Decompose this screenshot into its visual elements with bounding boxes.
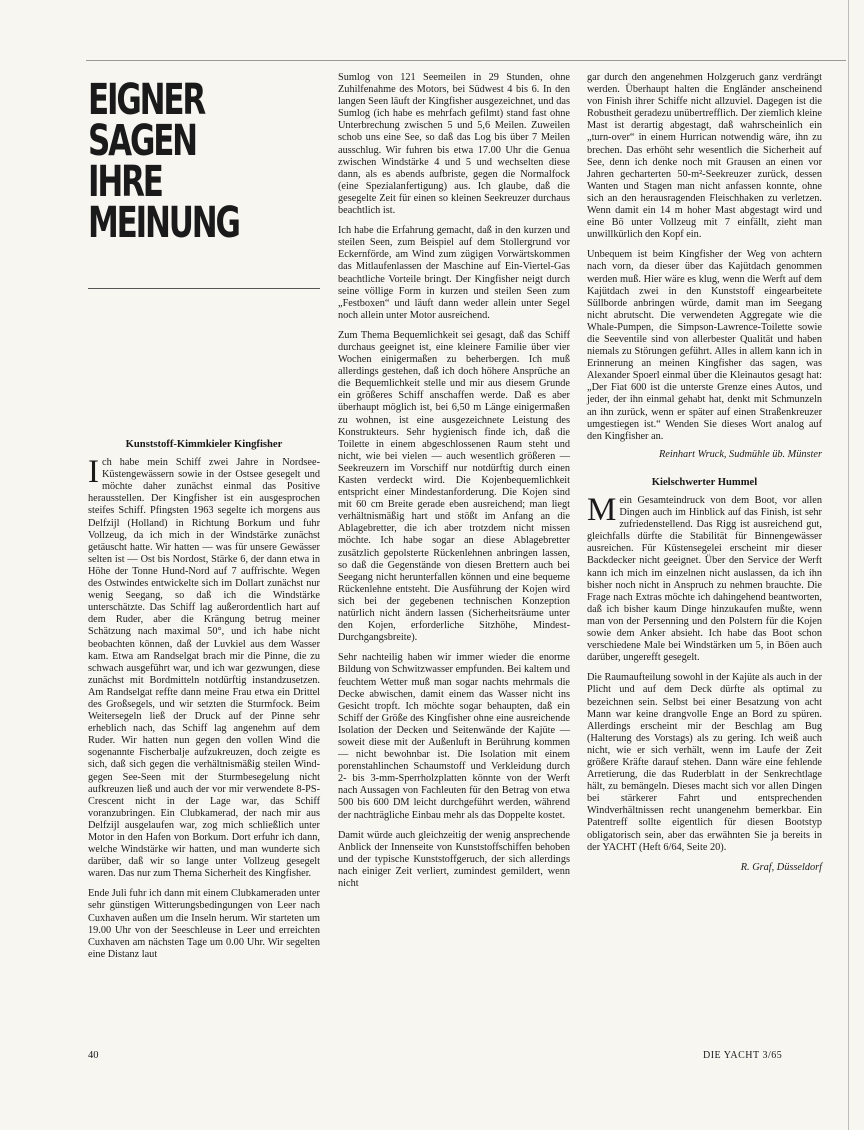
article-1-lead xyxy=(88,454,320,880)
top-rule xyxy=(86,60,846,61)
headline-line-3: IHRE xyxy=(88,157,162,207)
article-1-paragraph: Ich habe mein Schiff zwei Jahre in Nordsee-Küstengewässern sowie in der Ostsee gesegelt und möchte daher zunächst einmal das Positive herausstellen. Der Kingfisher ist ein ausgesprochen steifes Schiff. Pfingsten 1963 segelte ich morgens aus Delfzijl (Holland) in Richtung Borkum und fuhr Vollzeug, da ich mich in der Windstärke zunächst getäuscht hatte. Wir hatten — was für unsere Gewässer selten ist — Ost bis Nordost, Stärke 6, der dann etwa in Höhe der Tonne Hund-Nord auf 7 auffrischte. Wegen des Ostwindes entwickelte sich im Dollart zunächst nur wenig Seegang, so daß ich die Windstärke unterschätzte. Das Schiff lag außerordentlich hart auf dem Ruder, aber die Krängung betrug meiner Schätzung nach maximal 50°, und ich habe nicht beobachten können, daß der Luvkiel aus dem Wasser kam. Etwa am Randselgat brach mir die Pinne, die zu schwach ausgeführt war, und ich war gezwungen, diese zunächst mit Bordmitteln notdürftig instandzusetzen. Am Randselgat reffte dann meine Frau etwa ein Drittel des Großsegels, und wir setzten die Sturmfock. Beim Weitersegeln ließ der Druck auf der Pinne sehr erheblich nach, das Schiff lag angenehm auf dem Ruder. Wir hatten nun gegen den vollen Wind die sogenannte Fischerbalje aufzukreuzen, doch zeigte es sich, daß sich gegen die verhältnismäßig steilen Wind- gegen See-Seen mit der Sturmbesegelung nicht aufkreuzen ließ und auch der vor mir verwendete 8-PS-Crescent nicht in der Lage war, das Schiff voranzubringen. Ein Clubkamerad, der nach mir aus Delfzijl ausgelaufen war, zog mich schließlich unter Motor in den Hafen von Borkum. Dort erfuhr ich dann, welche Windstärke wir hatten, und man wunderte sich darüber, daß wir so lange unter Vollzeug gesegelt waren. Das nur zum Thema Sicherheit des Kingfisher. xyxy=(88,454,320,880)
headline-line-1: EIGNER xyxy=(88,75,205,125)
page-number: 40 xyxy=(88,1050,99,1061)
article-1-paragraph: Zum Thema Bequemlichkeit sei gesagt, daß das Schiff durchaus geeignet ist, eine kleinere Familie über vier Wochen einigermaßen zu beherbergen. Ich muß allerdings gestehen, daß ich doch höhere Ansprüche an die Bequemlichkeit stelle und mir aus diesem Grunde ein größeres Schiff anschaffen werde. Daß es aber überhaupt möglich ist, bei 6,50 m Länge einigermaßen zu wohnen, ist eine ausgezeichnete Leistung des Konstrukteurs. Sehr hygienisch finde ich, daß die Toilette in einem abgeschlossenen Raum steht und nicht, wie bei vielen — auch wesentlich größeren — Seekreuzern im Vorschiff nur notdürftig durch einen Kasten verdeckt wird. Die Kojenbequemlichkeit entspricht einer Mindestanforderung. Die Kojen sind mit 60 cm Breite gerade eben ausreichend; man liegt verhältnismäßig hart und stößt im Anfang an die Ablagebretter, die ich aber trotzdem nicht missen möchte. Ich habe sogar an diese Ablagebretter zusätzlich gepolsterte Rückenlehnen anbringen lassen, so daß die Gegenstände von diesen Brettern auch bei Seegang nicht herunterfallen können und eine bequeme Rückenlehne entsteht. Die Ausführung der Kojen wird sich bei der gegebenen technischen Konzeption natürlich nicht ändern lassen (Sicherheitsräume unter den Kojen, erforderliche Sitzhöhe, Mindest-Durchgangsbreite). xyxy=(338,329,570,644)
article-1-paragraph: Ich habe die Erfahrung gemacht, daß in den kurzen und steilen Seen, zum Beispiel auf dem Stollergrund vor Eckernförde, am Wind zum zügigen Vorwärtskommen das Mitlaufenlassen der Maschine auf Ein-Viertel-Gas beachtliche Vorteile bringt. Der Kingfisher neigt durch seine völlige Form in kurzen und steilen Seen zum „Festboxen“ und läuft dann weder allein unter Segel noch allein unter Motor ausreichend. xyxy=(338,225,570,321)
article-1-paragraph: Ende Juli fuhr ich dann mit einem Clubkameraden unter sehr günstigen Witterungsbedingungen von Leer nach Cuxhaven außen um die Inseln herum. Wir starteten um 19.00 Uhr von der Seeschleuse in Leer und erreichten Cuxhaven am nächsten Tage um 0.00 Uhr. Wir segelten eine Distanz laut xyxy=(88,888,320,960)
article-2-paragraph: Mein Gesamteindruck von dem Boot, vor allen Dingen auch im Hinblick auf das Finish, ist sehr zufriedenstellend. Das Rigg ist ausreichend gut, gleichfalls dürfte die Stabilität für Binnengewässer ausreichen. Für Küstensegelei erscheint mir dieser Backdecker nicht geeignet. Über den Service der Werft kann ich mich im einzelnen nicht auslassen, da ich ihn bisher noch nicht in Anspruch zu nehmen brauchte. Die Frage nach Extras möchte ich dahingehend beantworten, daß ich bisher kaum Dinge hinzukaufen mußte, wenn man von der Persenning und den Polstern für die Kojen sowie dem Anker absieht. Ich habe das Boot schon verschiedene Male bei Windstärken um 5, in Böen auch darüber, ungerefft gesegelt. xyxy=(587,492,822,664)
article-1-title: Kunststoff-Kimmkieler Kingfisher xyxy=(125,439,283,450)
right-margin-rule xyxy=(848,0,849,1130)
column-1 xyxy=(88,75,320,969)
article-1-paragraph: Damit würde auch gleichzeitig der wenig ansprechende Anblick der Innenseite von Kunststoffschiffen behoben und der typische Kunststoffgeruch, der sich allerdings nach einiger Zeit verliert, zumindest gemildert, wenn nicht xyxy=(338,829,570,889)
article-2-signature: R. Graf, Düsseldorf xyxy=(740,861,822,873)
magazine-footer: DIE YACHT 3/65 xyxy=(703,1050,783,1061)
article-1-signature: Reinhart Wruck, Sudmühle üb. Münster xyxy=(658,448,822,460)
article-1-paragraph: gar durch den angenehmen Holzgeruch ganz verdrängt werden. Überhaupt halten die Engländer anscheinend von Finish ihrer Schiffe nicht allzuviel. Dagegen ist die Robustheit geradezu unübertrefflich. Der ziemlich kleine Mast ist derartig abgestagt, daß wahrscheinlich ein „turn-over“ in einem Hurrican notwendig wäre, ihn zu brechen. Das erhöht sehr wesentlich die Sicherheit auf See, denn ich denke noch mit Grausen an einen vor Jahren gecharterten 50-m²-Seekreuzer zurück, dessen Wanten und Stagen man nicht anfassen konnte, ohne sich an den herausragenden Fleischhaken zu verletzen. Wenn damit ein 14 m hoher Mast abgestagt wird und eine Bö unter Vollzeug mit 7 einfällt, zieht man unwillkürlich den Kopf ein. xyxy=(587,72,822,241)
article-1-paragraph: Unbequem ist beim Kingfisher der Weg von achtern nach vorn, da dieser über das Kajütdach genommen werden muß. Hier wäre es klug, wenn die Werft auf dem Kajütdach zwei in den Kunststoff eingearbeitete Süllborde anbringen würde, damit man im Seegang nicht abrutscht. Die verwendeten Aggregate wie die Whale-Pumpen, die Simpson-Lawrence-Toilette sowie die Seeventile sind von allerbester Qualität und haben niemals zu Störungen geführt. Alles in allem kann ich in Erinnerung an meinen Kingfisher das sagen, was Alexander Spoerl einmal über die Kleinautos gesagt hat: „Der Fiat 600 ist die unterste Grenze eines Autos, und jeder, der ihn einmal gehabt hat, denkt mit Schmunzeln an ihn zurück, wenn er später auf einen Straßenkreuzer umgestiegen ist.“ Wenden Sie dieses Wort analog auf den Kingfisher an. xyxy=(587,249,822,442)
column-2 xyxy=(338,72,570,898)
headline-line-4: MEINUNG xyxy=(88,198,239,248)
column-3 xyxy=(587,72,822,874)
article-1-paragraph: Sumlog von 121 Seemeilen in 29 Stunden, ohne Zuhilfenahme des Motors, bei Südwest 4 bis 6. In den langen Seen läuft der Kingfisher ausgezeichnet, und das Sumlog (ich habe es mehrfach gefilmt) stand fast ohne Unterbrechung zwischen 5 und 5,6 Meilen. Zuweilen schob uns eine See, so daß das Log bis über 7 Meilen ausschlug. Wir fuhren bis etwa 17.00 Uhr die Genua zwischen Windstärke 4 und 5 und wechselten diese dann, als es abends aufbriste, gegen die Normalfock (eine Spezialanfertigung) aus. Ich glaube, daß die gesegelte Zeit für einen so kleinen Seekreuzer durchaus beachtlich ist. xyxy=(338,72,570,217)
article-1-paragraph: Sehr nachteilig haben wir immer wieder die enorme Bildung von Schwitzwasser empfunden. Bei kaltem und feuchtem Wetter muß man sogar nachts mehrmals die Decke abwischen, damit einem das Wasser nicht ins Gesicht tropft. Ich möchte sogar behaupten, daß ein Schiff der Größe des Kingfisher ohne eine ausreichende Isolation der Decken und Seitenwände der Kajüte — soweit diese mit der Außenluft in Berührung kommen — nicht bewohnbar ist. Die Isolation mit einem porenstahlinchen Schaumstoff und Verkleidung durch 2- bis 3-mm-Sperrholzplatten könnte von der Werft nach Aussagen von Fachleuten für den Betrag von etwa 500 bis 600 DM leicht durchgeführt werden, während der nachträgliche Einbau mehr als das Doppelte kostet. xyxy=(338,652,570,821)
article-2-paragraph: Die Raumaufteilung sowohl in der Kajüte als auch in der Plicht und auf dem Deck dürfte als optimal zu bezeichnen sein. Selbst bei einer Besatzung von acht Mann war keine drangvolle Enge an Bord zu spüren. Allerdings erscheint mir der Beschlag am Bug (Halterung des Vorstags) als zu gering. Ich weiß auch nicht, wie er sich verhält, wenn im Laufe der Zeit größere Kräfte darauf stehen. Dann wäre eine fehlende Arretierung, die das Ruderblatt in der Senkrechtlage hält, zu bemängeln. Dieses macht sich vor allen Dingen bei stärkerer Fahrt und entsprechenden Windverhältnissen recht unangenehm bemerkbar. Ein Patentreff sollte eigentlich für diesen Bootstyp obligatorisch sein, aber das erwähnten Sie ja bereits in der YACHT (Heft 6/64, Seite 20). xyxy=(587,672,822,853)
headline xyxy=(88,75,320,280)
article-2-lead xyxy=(587,492,822,664)
headline-line-2: SAGEN xyxy=(88,116,196,166)
article-2-title: Kielschwerter Hummel xyxy=(651,476,758,488)
